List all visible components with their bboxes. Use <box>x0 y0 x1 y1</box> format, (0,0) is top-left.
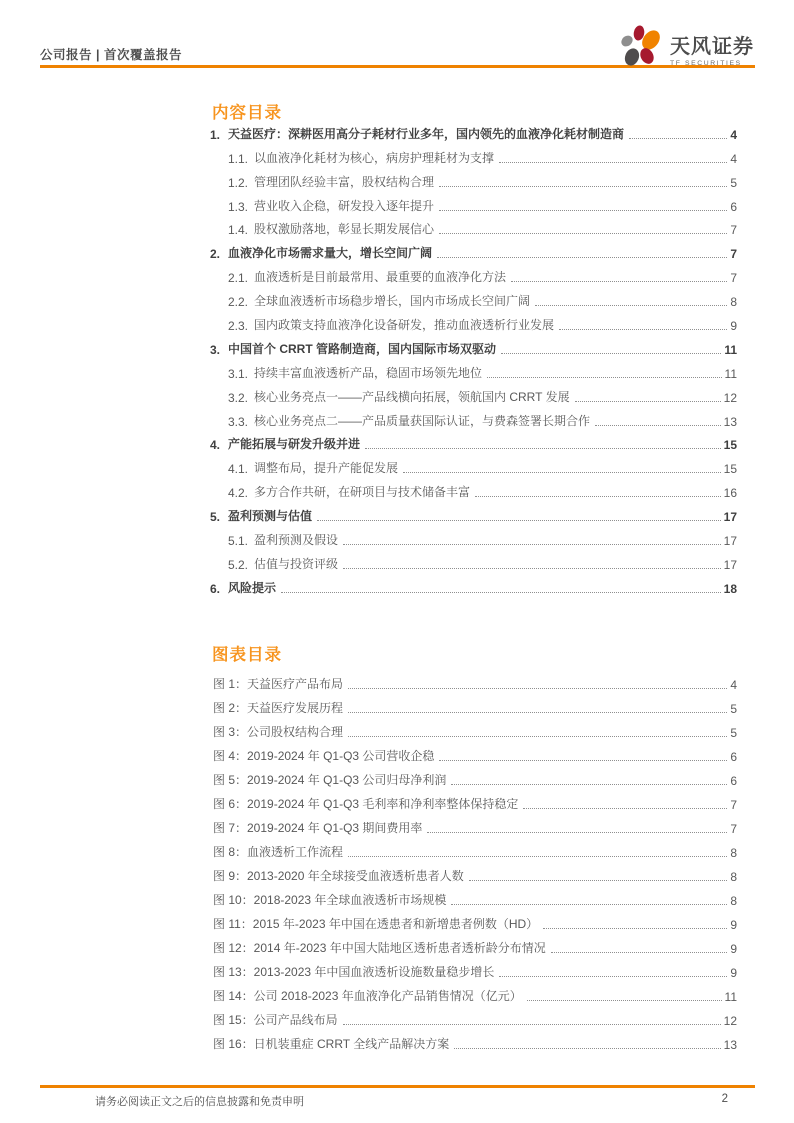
toc-entry[interactable] <box>210 241 737 265</box>
figure-entry-lbl: 图 2：天益医疗发展历程 <box>213 701 344 715</box>
figure-entry-lbl: 图 13：2013-2023 年中国血液透析设施数量稳步增长 <box>213 965 495 979</box>
flower-logo-icon <box>618 25 664 69</box>
toc-entry-dots <box>343 544 721 545</box>
toc-entry-lbl: 估值与投资评级 <box>254 556 339 571</box>
toc-entry-num: 2.1. <box>228 271 249 286</box>
toc-entry[interactable] <box>210 433 737 457</box>
figure-entry[interactable] <box>210 792 737 816</box>
figure-entry[interactable] <box>210 912 737 936</box>
toc-entry-lbl: 产能拓展与研发升级并进 <box>228 437 361 452</box>
toc-entry-num: 6. <box>210 581 221 596</box>
toc-entry-lbl: 股权激励落地，彰显长期发展信心 <box>254 222 435 237</box>
figure-entry-lbl: 图 14：公司 2018-2023 年血液净化产品销售情况（亿元） <box>213 989 522 1003</box>
figure-entry-pg: 8 <box>730 846 737 860</box>
toc-entry[interactable] <box>210 122 737 146</box>
figure-entry-lbl: 图 11：2015 年-2023 年中国在透患者和新增患者例数（HD） <box>213 917 539 931</box>
toc-entry[interactable] <box>210 170 737 194</box>
figure-entry[interactable] <box>210 720 737 744</box>
toc-entry-pg: 4 <box>730 127 737 142</box>
toc-entry-lbl: 天益医疗：深耕医用高分子耗材行业多年，国内领先的血液净化耗材制造商 <box>228 126 625 141</box>
figure-entry-lbl: 图 6：2019-2024 年 Q1-Q3 毛利率和净利率整体保持稳定 <box>213 797 519 811</box>
figure-entry[interactable] <box>210 768 737 792</box>
figure-entry[interactable] <box>210 840 737 864</box>
figure-entry[interactable] <box>210 1008 737 1032</box>
figure-entry-dots <box>348 688 727 689</box>
toc-entry-lbl: 国内政策支持血液净化设备研发，推动血液透析行业发展 <box>254 318 555 333</box>
toc-entry[interactable] <box>210 576 737 600</box>
figures-heading: 图表目录 <box>212 646 282 664</box>
toc-entry-num: 1.2. <box>228 175 249 190</box>
toc-entry[interactable] <box>210 265 737 289</box>
figure-entry[interactable] <box>210 984 737 1008</box>
figure-entry-pg: 5 <box>730 702 737 716</box>
toc-entry-pg: 6 <box>730 199 737 214</box>
toc-entry-lbl: 全球血液透析市场稳步增长，国内市场成长空间广阔 <box>254 294 531 309</box>
toc-entry[interactable] <box>210 409 737 433</box>
toc-entry-num: 2. <box>210 247 221 262</box>
figure-entry-pg: 13 <box>723 1038 737 1052</box>
toc-entry-num: 5.2. <box>228 557 249 572</box>
figure-entry-pg: 9 <box>730 942 737 956</box>
toc-entry-dots <box>629 138 727 139</box>
figure-entry[interactable] <box>210 888 737 912</box>
figure-entry-dots <box>551 952 728 953</box>
figure-entry-pg: 8 <box>730 894 737 908</box>
toc-entry-pg: 7 <box>730 271 737 286</box>
toc-entry-num: 2.3. <box>228 319 249 334</box>
toc-entry-dots <box>365 448 721 449</box>
toc-entry-lbl: 调整布局，提升产能促发展 <box>254 461 399 476</box>
toc-entry-dots <box>575 401 721 402</box>
figure-entry-dots <box>348 736 727 737</box>
footer-disclaimer: 请务必阅读正文之后的信息披露和免责申明 <box>95 1096 304 1108</box>
figure-entry-lbl: 图 16：日机装重症 CRRT 全线产品解决方案 <box>213 1037 450 1051</box>
toc-entry-dots <box>317 520 721 521</box>
figure-entry-pg: 6 <box>730 750 737 764</box>
toc-entry-pg: 17 <box>723 534 737 549</box>
toc-entry[interactable] <box>210 337 737 361</box>
toc-entry-dots <box>439 210 727 211</box>
figure-entry-dots <box>451 784 727 785</box>
toc-entry-lbl: 核心业务亮点二——产品质量获国际认证，与费森签署长期合作 <box>254 413 591 428</box>
toc-entry[interactable] <box>210 528 737 552</box>
toc-entry-lbl: 营业收入企稳，研发投入逐年提升 <box>254 198 435 213</box>
figure-entry-pg: 12 <box>723 1014 737 1028</box>
figure-entry-lbl: 图 8：血液透析工作流程 <box>213 845 344 859</box>
toc-entry-lbl: 多方合作共研，在研项目与技术储备丰富 <box>254 485 471 500</box>
figure-entry[interactable] <box>210 696 737 720</box>
toc-entry-pg: 15 <box>723 438 737 453</box>
report-type-label: 公司报告 | 首次覆盖报告 <box>40 48 182 62</box>
toc-entry-pg: 16 <box>723 486 737 501</box>
toc-entry-dots <box>437 257 727 258</box>
figure-entry-lbl: 图 1：天益医疗产品布局 <box>213 677 344 691</box>
figure-entry[interactable] <box>210 816 737 840</box>
figure-entry[interactable] <box>210 864 737 888</box>
footer-page-number: 2 <box>721 1093 728 1105</box>
toc-entry-num: 1. <box>210 127 221 142</box>
brand-name-en: TF SECURITIES <box>670 60 742 67</box>
toc-entry-pg: 12 <box>723 390 737 405</box>
toc-entry-dots <box>343 568 721 569</box>
toc-entry-pg: 11 <box>724 366 737 381</box>
figure-entry-dots <box>427 832 727 833</box>
toc-entry-lbl: 核心业务亮点一——产品线横向拓展，领航国内 CRRT 发展 <box>254 389 570 404</box>
toc-entry-dots <box>559 329 727 330</box>
figure-entry-pg: 7 <box>730 798 737 812</box>
toc-entry-lbl: 盈利预测及假设 <box>254 533 339 548</box>
toc-entry-num: 4.1. <box>228 462 249 477</box>
toc-entry-dots <box>475 496 721 497</box>
figure-entry-dots <box>348 856 727 857</box>
toc-entry[interactable] <box>210 313 737 337</box>
toc-entry-lbl: 血液净化市场需求量大，增长空间广阔 <box>228 246 433 261</box>
toc-entry-dots <box>487 377 722 378</box>
toc-entry[interactable] <box>210 504 737 528</box>
figure-entry-lbl: 图 10：2018-2023 年全球血液透析市场规模 <box>213 893 447 907</box>
toc-entry-num: 4.2. <box>228 486 249 501</box>
toc-entry-pg: 4 <box>730 151 737 166</box>
toc-entry-pg: 7 <box>730 223 737 238</box>
toc-entry-pg: 11 <box>724 342 737 357</box>
toc-entry-dots <box>595 425 721 426</box>
toc-entry-num: 3. <box>210 342 221 357</box>
toc-entry-lbl: 中国首个 CRRT 管路制造商，国内国际市场双驱动 <box>228 341 497 356</box>
toc-entry[interactable] <box>210 361 737 385</box>
toc-entry-lbl: 盈利预测与估值 <box>228 509 313 524</box>
figure-entry-pg: 8 <box>730 870 737 884</box>
toc-entry-pg: 5 <box>730 175 737 190</box>
toc-entry-dots <box>439 186 727 187</box>
toc-entry-num: 3.2. <box>228 390 249 405</box>
figure-entry[interactable] <box>210 1032 737 1056</box>
figure-entry-dots <box>523 808 727 809</box>
toc-entry-dots <box>535 305 727 306</box>
toc-entry-dots <box>439 233 727 234</box>
toc-entry[interactable] <box>210 194 737 218</box>
figure-entry-lbl: 图 3：公司股权结构合理 <box>213 725 344 739</box>
toc-entry-lbl: 持续丰富血液透析产品，稳固市场领先地位 <box>254 365 483 380</box>
toc-entry[interactable] <box>210 385 737 409</box>
toc-entry[interactable] <box>210 218 737 242</box>
toc-entry-pg: 15 <box>723 462 737 477</box>
toc-entry-pg: 8 <box>730 295 737 310</box>
figure-entry-dots <box>454 1048 720 1049</box>
toc-entry[interactable] <box>210 456 737 480</box>
toc-entry-num: 1.3. <box>228 199 249 214</box>
figure-entry-pg: 11 <box>724 990 737 1004</box>
toc-entry-pg: 17 <box>723 557 737 572</box>
figure-entry-lbl: 图 15：公司产品线布局 <box>213 1013 338 1027</box>
figure-entry-dots <box>348 712 727 713</box>
toc-entry-pg: 17 <box>723 510 737 525</box>
toc-entry-num: 3.3. <box>228 414 249 429</box>
toc-entry-pg: 13 <box>723 414 737 429</box>
toc-entry-lbl: 管理团队经验丰富，股权结构合理 <box>254 174 435 189</box>
contents-heading: 内容目录 <box>212 104 282 122</box>
toc-entry-num: 5.1. <box>228 534 249 549</box>
figure-entry-lbl: 图 5：2019-2024 年 Q1-Q3 公司归母净利润 <box>213 773 447 787</box>
figure-entry-pg: 9 <box>730 966 737 980</box>
figure-entry-lbl: 图 9：2013-2020 年全球接受血液透析患者人数 <box>213 869 464 883</box>
toc-entry-num: 1.4. <box>228 223 249 238</box>
figure-entry-lbl: 图 4：2019-2024 年 Q1-Q3 公司营收企稳 <box>213 749 435 763</box>
figure-entry-pg: 5 <box>730 726 737 740</box>
toc-entry-num: 5. <box>210 510 221 525</box>
figure-entry[interactable] <box>210 672 737 696</box>
toc-entry-num: 4. <box>210 438 221 453</box>
figure-entry-dots <box>343 1024 721 1025</box>
figure-entry-dots <box>469 880 728 881</box>
toc-entry-dots <box>281 592 721 593</box>
toc-entry[interactable] <box>210 146 737 170</box>
toc-entry-pg: 7 <box>730 247 737 262</box>
footer-divider <box>40 1085 755 1088</box>
figure-entry-lbl: 图 7：2019-2024 年 Q1-Q3 期间费用率 <box>213 821 423 835</box>
figure-entry-pg: 6 <box>730 774 737 788</box>
toc-entry-dots <box>403 472 721 473</box>
toc-entry-num: 1.1. <box>228 151 249 166</box>
toc-entry-dots <box>511 281 727 282</box>
figure-entry-dots <box>499 976 727 977</box>
figure-entry-pg: 7 <box>730 822 737 836</box>
brand-name-cn: 天风证券 <box>670 36 754 58</box>
figures-list <box>210 672 737 1056</box>
figure-entry-dots <box>527 1000 722 1001</box>
figure-entry-dots <box>543 928 727 929</box>
contents-list <box>210 122 737 600</box>
figure-entry[interactable] <box>210 744 737 768</box>
figure-entry[interactable] <box>210 936 737 960</box>
brand-names <box>670 37 754 69</box>
figure-entry-pg: 4 <box>730 678 737 692</box>
toc-entry[interactable] <box>210 289 737 313</box>
figure-entry-pg: 9 <box>730 918 737 932</box>
figure-entry-dots <box>439 760 727 761</box>
toc-entry-pg: 9 <box>730 319 737 334</box>
toc-entry[interactable] <box>210 552 737 576</box>
figure-entry[interactable] <box>210 960 737 984</box>
toc-entry-lbl: 血液透析是目前最常用、最重要的血液净化方法 <box>254 270 507 285</box>
toc-entry-num: 2.2. <box>228 295 249 310</box>
toc-entry-dots <box>499 162 727 163</box>
toc-entry-num: 3.1. <box>228 366 249 381</box>
toc-entry-lbl: 风险提示 <box>228 580 277 595</box>
toc-entry-pg: 18 <box>723 581 737 596</box>
figure-entry-lbl: 图 12：2014 年-2023 年中国大陆地区透析患者透析龄分布情况 <box>213 941 546 955</box>
figure-entry-dots <box>451 904 727 905</box>
toc-entry-lbl: 以血液净化耗材为核心，病房护理耗材为支撑 <box>254 150 495 165</box>
toc-entry[interactable] <box>210 480 737 504</box>
tf-securities-logo <box>618 25 754 69</box>
toc-entry-dots <box>501 353 721 354</box>
